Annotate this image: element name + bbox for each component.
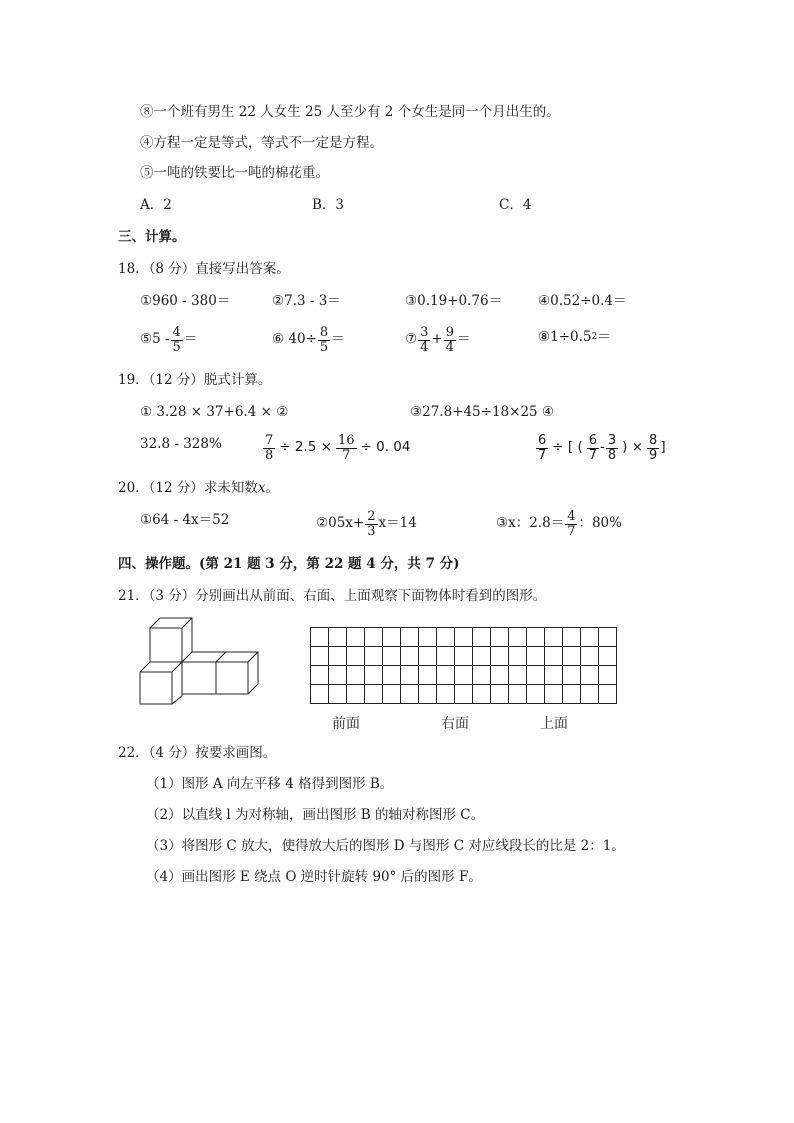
grid-cell xyxy=(329,628,347,647)
q18-item-6-fraction xyxy=(318,326,330,354)
grid-cell xyxy=(311,647,329,666)
fraction-denominator: 5 xyxy=(319,339,329,355)
grid-cell xyxy=(527,647,545,666)
statement-3: ⑧一个班有男生 22 人女生 25 人至少有 2 个女生是同一个月出生的。 xyxy=(140,104,560,120)
grid-row xyxy=(311,666,617,685)
cube-bottom-2-front-face xyxy=(182,662,216,694)
q18-item-6 xyxy=(272,326,345,354)
q20-item-1: ①64 - 4x＝52 xyxy=(140,512,230,528)
choice-b: B．3 xyxy=(312,197,345,213)
q19-e4-middle: ÷ [ ( xyxy=(552,439,583,456)
grid-cell xyxy=(455,685,473,704)
grid-cell xyxy=(437,685,455,704)
q20-item-2-post: x＝14 xyxy=(378,515,417,532)
q18-item-6-post: ＝ xyxy=(331,331,345,348)
grid-cell xyxy=(383,628,401,647)
cube-top-front-face xyxy=(150,628,182,662)
fraction-denominator: 7 xyxy=(538,447,547,463)
grid-cell xyxy=(473,628,491,647)
grid-cell xyxy=(509,666,527,685)
grid-cell xyxy=(347,685,365,704)
label-front: 前面 xyxy=(332,716,360,732)
q18-item-5-post: ＝ xyxy=(183,331,198,348)
statement-5: ⑤一吨的铁要比一吨的棉花重。 xyxy=(140,165,329,181)
grid-cell xyxy=(527,628,545,647)
grid-cell xyxy=(419,628,437,647)
grid-cell xyxy=(347,628,365,647)
cube-bottom-1-front-face xyxy=(140,672,172,704)
q19-e4-minus: - xyxy=(600,439,605,456)
grid-cell xyxy=(563,666,581,685)
q19-e2-post: ÷ 0. 04 xyxy=(360,439,411,456)
grid-cell xyxy=(545,685,563,704)
grid-cell xyxy=(347,647,365,666)
fraction-numerator: 2 xyxy=(367,509,376,524)
q21-title: 21．（3 分）分别画出从前面、右面、上面观察下面物体时看到的图形。 xyxy=(118,588,547,604)
grid-cell xyxy=(473,647,491,666)
grid-cell xyxy=(401,647,419,666)
section-3-title: 三、计算。 xyxy=(118,229,186,245)
grid-cell xyxy=(329,685,347,704)
q20-item-3-post: ：80% xyxy=(578,515,622,532)
q22-title: 22．（4 分）按要求画图。 xyxy=(118,745,277,761)
label-right: 右面 xyxy=(441,716,469,732)
grid-cell xyxy=(599,628,617,647)
q19-e4-fraction-2 xyxy=(587,434,599,462)
q20-item-2 xyxy=(316,510,417,538)
fraction-numerator: 9 xyxy=(445,325,454,340)
grid-cell xyxy=(599,685,617,704)
grid-cell xyxy=(599,666,617,685)
fraction-denominator: 8 xyxy=(265,447,274,463)
grid-cell xyxy=(311,628,329,647)
q22-step-3: （3）将图形 C 放大，使得放大后的图形 D 与图形 C 对应线段长的比是 2：1。 xyxy=(146,838,625,854)
fraction-denominator: 7 xyxy=(567,523,576,539)
q19-e4-fraction-3 xyxy=(606,434,618,462)
q19-expression-2 xyxy=(262,434,410,462)
label-top: 上面 xyxy=(540,716,568,732)
q20-item-3 xyxy=(496,510,622,538)
grid-cell xyxy=(329,647,347,666)
q18-item-8-post: ＝ xyxy=(597,329,611,345)
q19-e2-fraction-1 xyxy=(263,434,275,462)
grid-cell xyxy=(599,647,617,666)
q19-line-3: 32.8 - 328% xyxy=(140,436,222,452)
q18-item-8 xyxy=(538,331,611,345)
q18-item-7-fraction-1 xyxy=(418,326,430,354)
grid-cell xyxy=(491,666,509,685)
q19-e4-end: ] xyxy=(660,439,666,456)
statement-4: ④方程一定是等式，等式不一定是方程。 xyxy=(140,135,383,151)
fraction-denominator: 9 xyxy=(649,447,658,463)
fraction-numerator: 8 xyxy=(319,325,329,340)
grid-cell xyxy=(437,666,455,685)
grid-cell xyxy=(491,685,509,704)
q20-title-variable: x xyxy=(257,480,266,496)
grid-cell xyxy=(527,685,545,704)
drawing-grid xyxy=(310,627,617,704)
q18-item-2: ②7.3 - 3＝ xyxy=(272,293,341,309)
fraction-denominator: 3 xyxy=(367,523,376,539)
grid-cell xyxy=(365,628,383,647)
grid-cell xyxy=(311,666,329,685)
grid-cell xyxy=(383,666,401,685)
q18-item-1: ①960 - 380＝ xyxy=(140,293,231,309)
fraction-denominator: 8 xyxy=(607,447,617,463)
grid-cell xyxy=(509,647,527,666)
q22-step-2: （2）以直线 l 为对称轴，画出图形 B 的轴对称图形 C。 xyxy=(146,807,485,823)
drawing-grid-body xyxy=(311,628,617,704)
grid-cell xyxy=(401,628,419,647)
grid-cell xyxy=(563,628,581,647)
grid-row xyxy=(311,628,617,647)
grid-cell xyxy=(329,666,347,685)
grid-cell xyxy=(473,666,491,685)
fraction-numerator: 3 xyxy=(607,433,617,448)
grid-cell xyxy=(311,685,329,704)
grid-cell xyxy=(581,666,599,685)
grid-cell xyxy=(455,647,473,666)
grid-cell xyxy=(581,647,599,666)
fraction-numerator: 8 xyxy=(649,433,658,448)
fraction-numerator: 6 xyxy=(588,433,597,448)
q19-line-1: ① 3.28 × 37+6.4 × ② xyxy=(140,404,289,420)
grid-cell xyxy=(365,685,383,704)
q19-e2-fraction-2 xyxy=(336,434,357,462)
q18-item-7-operator: + xyxy=(431,331,443,348)
q18-item-8-exponent: 2 xyxy=(591,332,598,343)
grid-cell xyxy=(365,666,383,685)
cube-figure xyxy=(138,616,262,708)
grid-cell xyxy=(455,628,473,647)
grid-cell xyxy=(581,628,599,647)
fraction-denominator: 4 xyxy=(445,339,454,355)
q20-title xyxy=(118,482,279,496)
grid-cell xyxy=(437,647,455,666)
q18-item-3: ③0.19+0.76＝ xyxy=(405,293,503,309)
section-4-title: 四、操作题。(第 21 题 3 分，第 22 题 4 分，共 7 分) xyxy=(118,556,460,572)
q19-expression-4 xyxy=(535,434,666,462)
q19-title: 19．（12 分）脱式计算。 xyxy=(118,372,272,388)
grid-cell xyxy=(509,628,527,647)
fraction-numerator: 4 xyxy=(567,509,576,524)
q19-e4-close: ) × xyxy=(622,439,644,456)
fraction-denominator: 7 xyxy=(342,447,351,463)
q22-step-4: （4）画出图形 E 绕点 O 逆时针旋转 90° 后的图形 F。 xyxy=(146,869,482,885)
choice-a: A．2 xyxy=(140,197,172,213)
q20-item-3-pre: ③x：2.8＝ xyxy=(496,515,565,532)
q18-item-7 xyxy=(405,326,470,354)
grid-cell xyxy=(545,666,563,685)
fraction-denominator: 4 xyxy=(420,339,429,355)
q18-item-5-fraction xyxy=(171,326,183,354)
grid-cell xyxy=(347,666,365,685)
q18-item-5-pre: ⑤5 - xyxy=(140,331,170,348)
grid-cell xyxy=(419,647,437,666)
grid-cell xyxy=(455,666,473,685)
q19-e2-middle: ÷ 2.5 × xyxy=(279,439,332,456)
q19-line-2: ③27.8+45÷18×25 ④ xyxy=(410,404,555,420)
q20-item-2-fraction xyxy=(365,510,377,538)
grid-cell xyxy=(401,685,419,704)
fraction-numerator: 16 xyxy=(337,433,355,448)
q18-title: 18．（8 分）直接写出答案。 xyxy=(118,261,290,277)
grid-cell xyxy=(383,647,401,666)
q19-e4-fraction-4 xyxy=(647,434,659,462)
grid-cell xyxy=(581,685,599,704)
grid-cell xyxy=(545,647,563,666)
fraction-numerator: 7 xyxy=(265,433,274,448)
grid-cell xyxy=(491,647,509,666)
fraction-denominator: 5 xyxy=(172,339,181,355)
grid-cell xyxy=(419,685,437,704)
q20-item-3-fraction xyxy=(565,510,577,538)
grid-cell xyxy=(563,647,581,666)
q18-item-8-pre: ⑧1÷0.5 xyxy=(538,329,592,345)
q18-item-4: ④0.52÷0.4＝ xyxy=(538,293,627,309)
q18-item-7-fraction-2 xyxy=(444,326,456,354)
grid-cell xyxy=(527,666,545,685)
q18-item-7-post: ＝ xyxy=(456,331,471,348)
cube-bottom-3-front-face xyxy=(216,662,248,694)
fraction-numerator: 4 xyxy=(172,325,181,340)
grid-cell xyxy=(509,685,527,704)
q18-item-7-pre: ⑦ xyxy=(405,331,418,348)
fraction-numerator: 6 xyxy=(538,433,547,448)
q18-item-6-pre: ⑥ 40÷ xyxy=(272,331,317,348)
grid-cell xyxy=(437,628,455,647)
grid-cell xyxy=(401,666,419,685)
grid-cell xyxy=(383,685,401,704)
grid-cell xyxy=(419,666,437,685)
grid-row xyxy=(311,685,617,704)
grid-cell xyxy=(365,647,383,666)
grid-cell xyxy=(473,685,491,704)
grid-row xyxy=(311,647,617,666)
choice-c: C．4 xyxy=(499,197,532,213)
q20-title-post: 。 xyxy=(265,480,280,496)
q19-e4-fraction-1 xyxy=(536,434,548,462)
q20-title-pre: 20．（12 分）求未知数 xyxy=(118,480,258,496)
grid-cell xyxy=(545,628,563,647)
q20-item-2-pre: ②05x+ xyxy=(316,515,365,532)
grid-cell xyxy=(491,628,509,647)
q22-step-1: （1）图形 A 向左平移 4 格得到图形 B。 xyxy=(146,776,394,792)
fraction-denominator: 7 xyxy=(588,447,597,463)
q18-item-5 xyxy=(140,326,197,354)
fraction-numerator: 3 xyxy=(420,325,429,340)
grid-cell xyxy=(563,685,581,704)
